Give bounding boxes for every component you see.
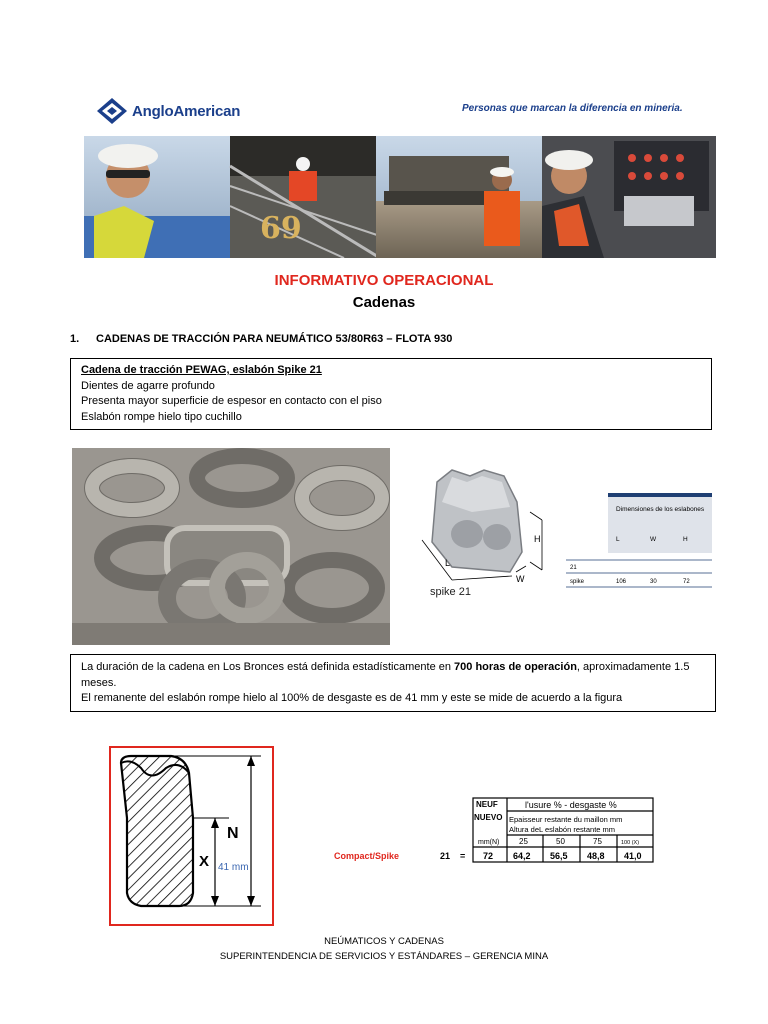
chain-lifetime-text: , aproximadamente 1.5 meses. <box>81 661 690 689</box>
spike-21-diagram <box>412 462 562 602</box>
wear-table-es-desc: Altura deL eslabón restante mm <box>509 825 616 834</box>
link-cross-section-icon <box>111 748 272 924</box>
wear-table-pct-75: 75 <box>593 837 602 846</box>
wear-table-neuf: NEUF <box>476 800 498 809</box>
wear-table-row-label: Compact/Spike <box>334 851 400 861</box>
chain-wear-line: El remanente del eslabón rompe hielo al 100% de desgaste es de 41 mm y este se mide de acuerdo a la figura <box>81 692 623 704</box>
header-banner <box>84 136 716 258</box>
chain-description-heading: Cadena de tracción PEWAG, eslabón Spike 21 <box>81 364 322 376</box>
wear-table-row-size: 21 <box>440 851 451 861</box>
wear-table-pct-50: 50 <box>556 837 565 846</box>
wear-table <box>320 795 660 870</box>
footer-superintendence: SUPERINTENDENCIA DE SERVICIOS Y ESTÁNDARES – GERENCIA MINA <box>219 951 549 962</box>
wear-table-usure-header: l'usure % - desgaste % <box>525 800 617 810</box>
dimensions-table-title: Dimensiones de los eslabones <box>616 506 705 513</box>
wear-table-val-50: 56,5 <box>550 851 568 861</box>
wear-table-val-100: 41,0 <box>624 851 642 861</box>
section-heading <box>70 333 452 345</box>
chain-description-line: Dientes de agarre profundo <box>81 379 215 392</box>
traction-chain-photo-image <box>72 448 390 645</box>
wear-table-graphic <box>320 795 660 870</box>
chain-lifetime-hours: 700 horas de operación <box>454 661 577 673</box>
wear-table-row-nuevo: 72 <box>483 851 494 861</box>
wear-table-unit: mm(N) <box>478 839 500 846</box>
dimensions-table <box>566 493 712 598</box>
chain-description-line: Eslabón rompe hielo tipo cuchillo <box>81 410 242 423</box>
dimensions-cell-w: 30 <box>650 579 657 585</box>
wear-table-pct-25: 25 <box>519 837 528 846</box>
dimensions-cell-l: 106 <box>616 579 627 585</box>
document-subtitle: Cadenas <box>352 294 416 311</box>
wear-label-n: N <box>227 825 239 842</box>
dimensions-col-w: W <box>650 536 657 543</box>
brand-logo <box>96 97 240 125</box>
dimensions-cell-h: 72 <box>683 579 690 585</box>
footer-department: NEÚMATICOS Y CADENAS <box>324 936 444 947</box>
wear-table-pct-100: 100 (X) <box>621 840 640 846</box>
wear-table-fr-desc: Epaisseur restante du maillon mm <box>509 815 623 824</box>
dimensions-row-label: spike <box>570 579 585 585</box>
anglo-american-logo-icon <box>96 97 128 125</box>
tagline: Personas que marcan la diferencia en mineria. <box>462 103 683 114</box>
chain-lifetime-line <box>81 660 705 691</box>
dimensions-table-graphic <box>566 493 712 593</box>
chain-description-line: Presenta mayor superficie de espesor en contacto con el piso <box>81 395 382 407</box>
dimensions-col-h: H <box>683 536 688 543</box>
wear-label-mm: 41 mm <box>218 862 249 873</box>
document-title: INFORMATIVO OPERACIONAL <box>274 272 494 289</box>
spike-label-l: L <box>445 558 451 568</box>
chain-description-box <box>70 358 712 430</box>
spike-link-drawing-icon <box>412 462 562 602</box>
banner-number: 69 <box>260 211 302 246</box>
wear-label-x: X <box>199 853 210 870</box>
brand-name: AngloAmerican <box>132 102 241 120</box>
wear-table-val-75: 48,8 <box>587 851 605 861</box>
spike-label-h: H <box>534 534 541 544</box>
spike-caption: spike 21 <box>430 586 471 598</box>
section-number: 1. <box>70 333 80 345</box>
wear-table-nuevo: NUEVO <box>474 813 503 822</box>
dimensions-col-l: L <box>616 536 620 543</box>
chain-photo <box>72 448 390 645</box>
wear-table-row-eq: = <box>460 851 466 861</box>
wear-table-val-25: 64,2 <box>513 851 531 861</box>
chain-lifetime-text: La duración de la cadena en Los Bronces está definida estadísticamente en <box>81 661 455 673</box>
wear-measurement-diagram <box>109 746 274 926</box>
section-title: CADENAS DE TRACCIÓN PARA NEUMÁTICO 53/80R63 – FLOTA 930 <box>96 333 453 345</box>
mining-workers-banner-image <box>84 136 716 258</box>
chain-lifetime-box <box>70 654 716 712</box>
dimensions-row-label: 21 <box>570 565 577 571</box>
spike-label-w: W <box>516 574 525 584</box>
